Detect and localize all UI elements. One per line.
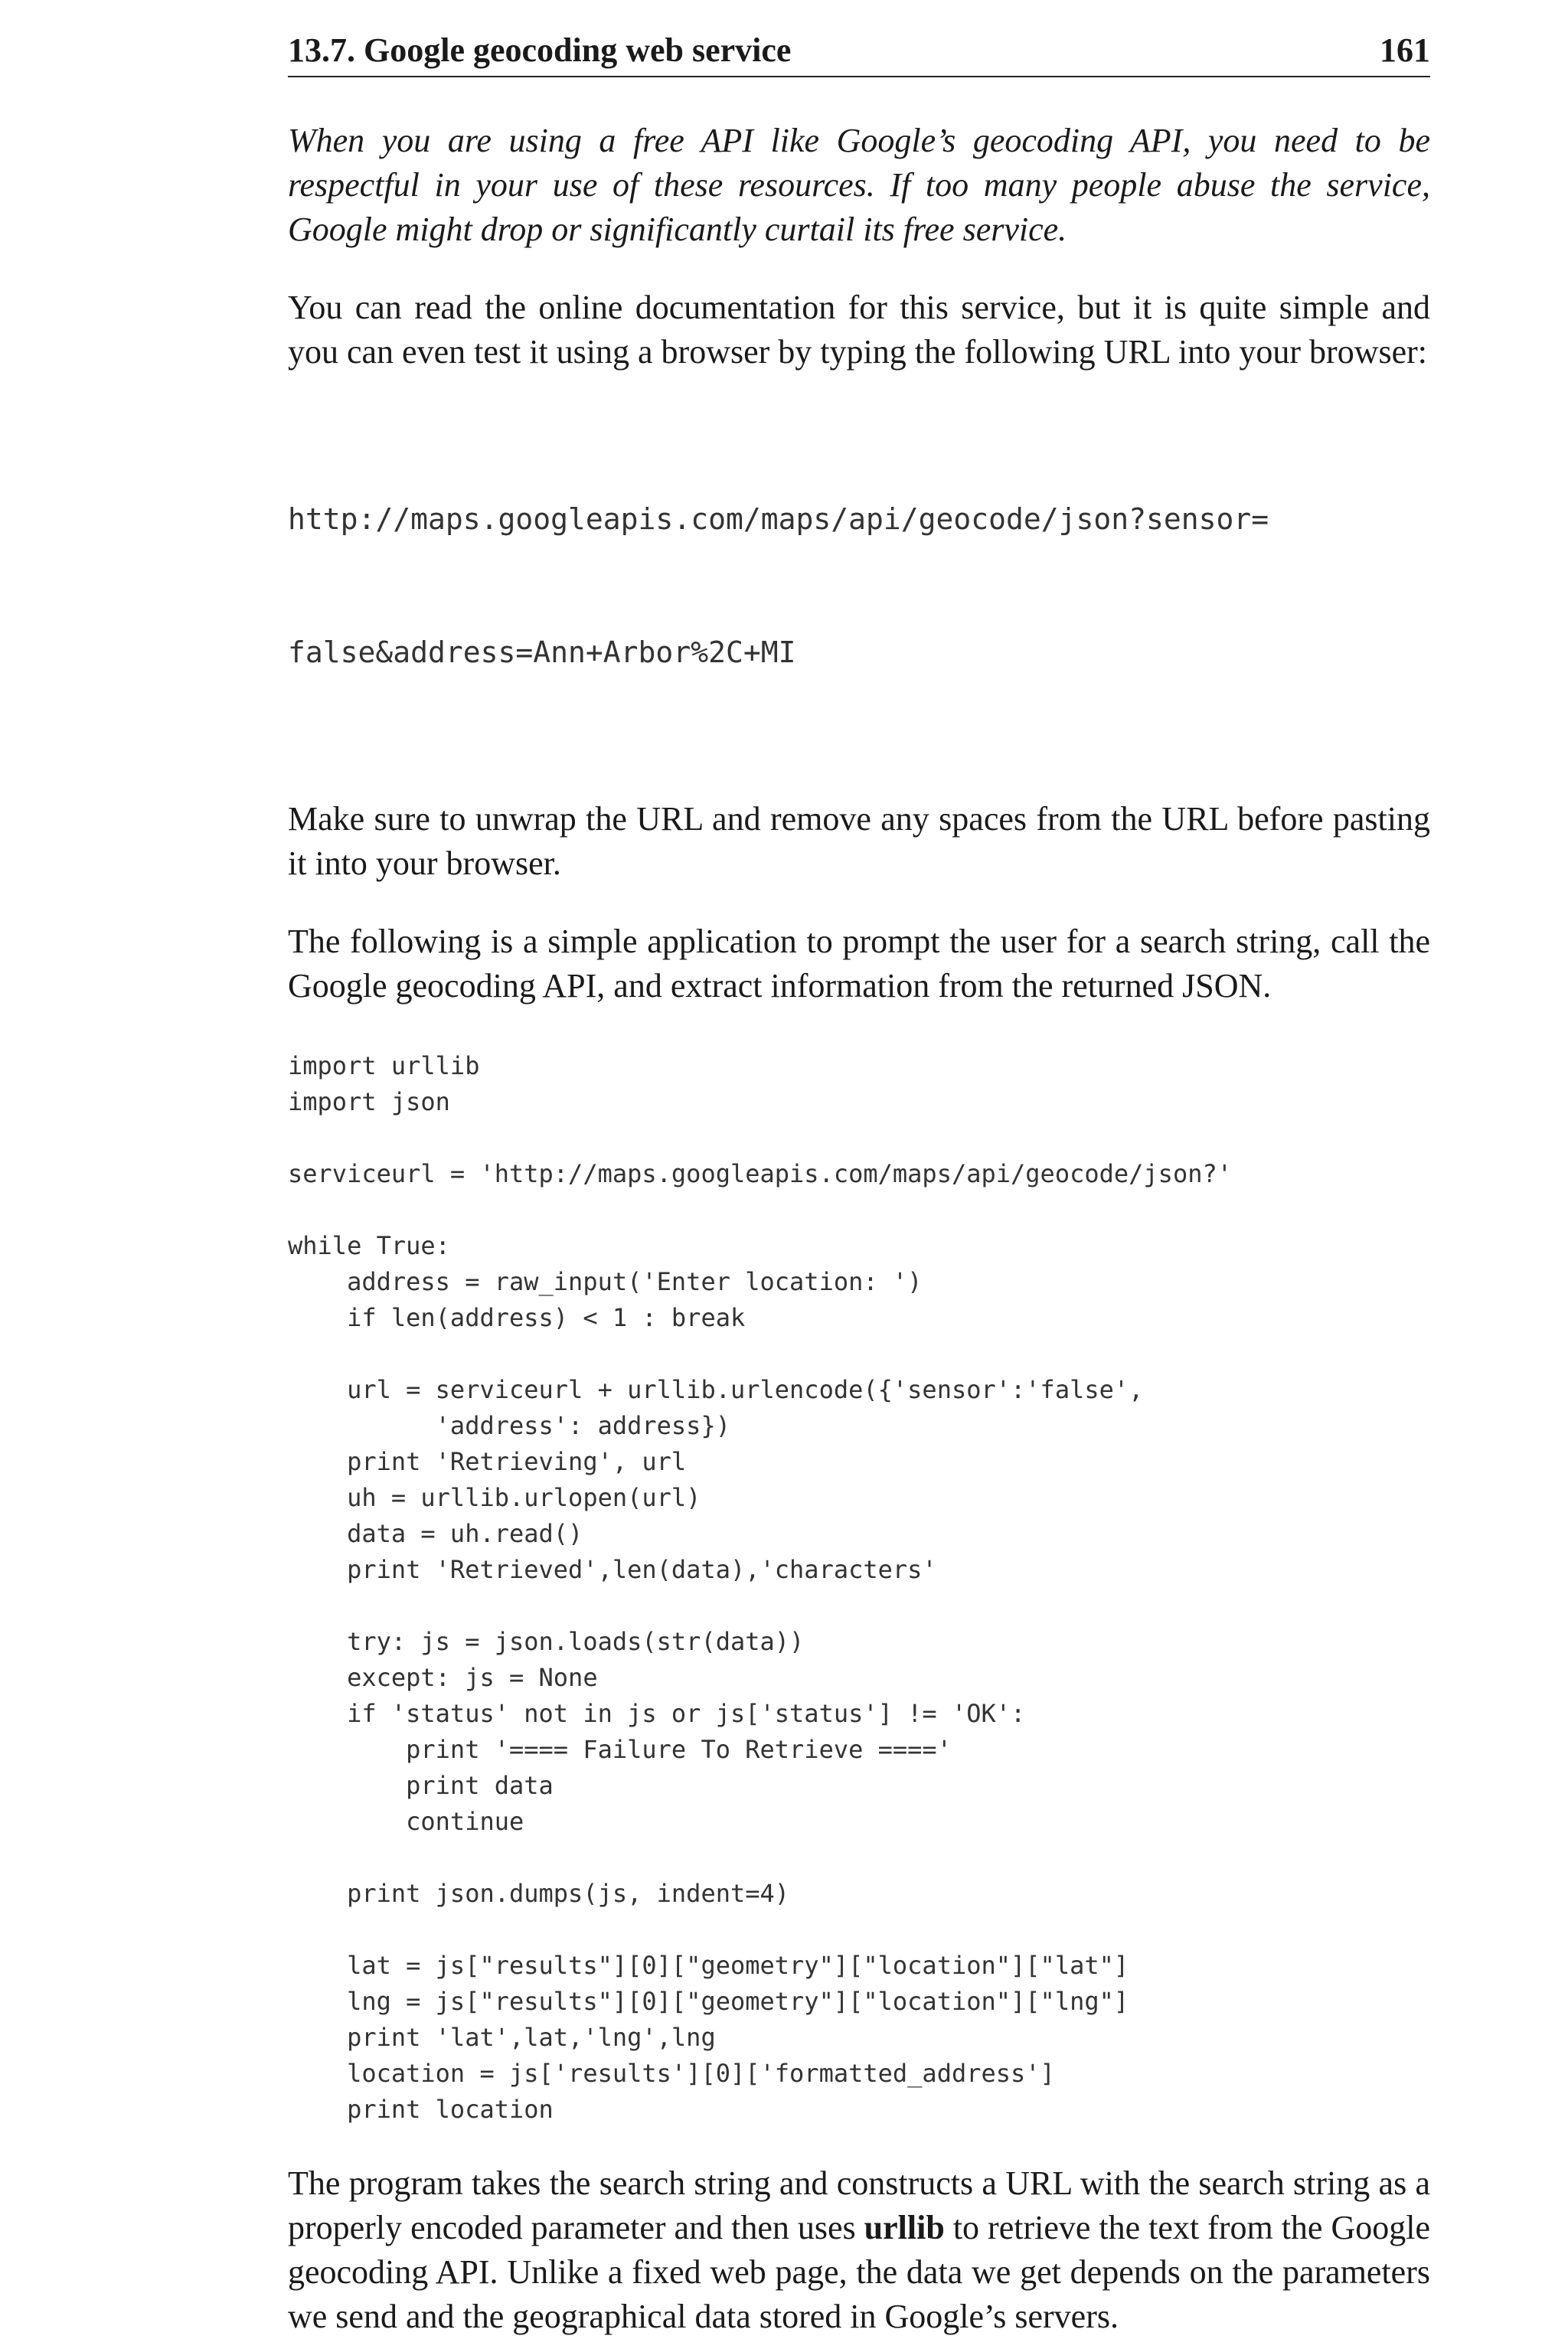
code-line: print 'Retrieved',len(data),'characters' xyxy=(288,1554,937,1584)
code-line: uh = urllib.urlopen(url) xyxy=(288,1482,701,1512)
closing-paragraph xyxy=(288,2161,1430,2339)
closing-text-before: The program takes the search string and constructs a URL with the search string as a properly encoded parameter and then uses xyxy=(288,2164,1430,2246)
code-line: url = serviceurl + urllib.urlencode({'sensor':'false', xyxy=(288,1374,1144,1404)
code-line: address = raw_input('Enter location: ') xyxy=(288,1266,923,1296)
code-line: lng = js["results"][0]["geometry"]["location"]["lng"] xyxy=(288,1986,1129,2016)
page-number: 161 xyxy=(1380,31,1430,69)
unwrap-note-paragraph: Make sure to unwrap the URL and remove any spaces from the URL before pasting it into your browser. xyxy=(288,799,1430,882)
url-line-1: http://maps.googleapis.com/maps/api/geocode/json?sensor= xyxy=(288,501,1269,536)
running-header xyxy=(288,31,1430,77)
code-line: lat = js["results"][0]["geometry"]["location"]["lat"] xyxy=(288,1950,1129,1980)
code-line: continue xyxy=(288,1806,524,1836)
app-intro-paragraph: The following is a simple application to prompt the user for a search string, call the Google geocoding API, and extract information from the returned JSON. xyxy=(288,922,1430,1005)
code-line: print json.dumps(js, indent=4) xyxy=(288,1878,790,1908)
code-line: 'address': address}) xyxy=(288,1410,730,1440)
code-line: except: js = None xyxy=(288,1662,598,1692)
code-line: print '==== Failure To Retrieve ====' xyxy=(288,1734,952,1764)
code-line xyxy=(288,1192,1430,1228)
url-line-2: false&address=Ann+Arbor%2C+MI xyxy=(288,635,796,669)
code-line: data = uh.read() xyxy=(288,1518,583,1548)
url-example xyxy=(288,408,1430,763)
code-line: serviceurl = 'http://maps.googleapis.com/maps/api/geocode/json?' xyxy=(288,1158,1232,1188)
code-line: if 'status' not in js or js['status'] != 'OK': xyxy=(288,1698,1026,1728)
code-line xyxy=(288,1912,1430,1948)
code-line: print 'lat',lat,'lng',lng xyxy=(288,2022,716,2052)
book-page xyxy=(288,31,1430,2339)
code-line xyxy=(288,1336,1430,1372)
closing-text-after: to retrieve the text from the Google geocoding API. Unlike a fixed web page, the data we get depends on the parameters we send and the geographical data stored in Google’s servers. xyxy=(288,2208,1430,2335)
code-line: try: js = json.loads(str(data)) xyxy=(288,1626,805,1656)
code-line: print location xyxy=(288,2094,554,2124)
code-line: import urllib xyxy=(288,1050,480,1080)
section-title: 13.7. Google geocoding web service xyxy=(288,31,792,69)
code-line xyxy=(288,1840,1430,1876)
code-line xyxy=(288,1120,1430,1156)
intro-paragraph: You can read the online documentation for this service, but it is quite simple and you can even test it using a browser by typing the following URL into your browser: xyxy=(288,288,1430,371)
code-line: location = js['results'][0]['formatted_address'] xyxy=(288,2058,1055,2088)
urllib-keyword: urllib xyxy=(864,2208,945,2246)
code-line xyxy=(288,1588,1430,1624)
code-line: import json xyxy=(288,1086,450,1116)
code-line: if len(address) < 1 : break xyxy=(288,1302,746,1332)
code-line: print 'Retrieving', url xyxy=(288,1446,687,1476)
italic-note-paragraph: When you are using a free API like Google’s geocoding API, you need to be respectful in your use of these resources. If too many people abuse the service, Google might drop or significantly curtail its free service. xyxy=(288,121,1430,248)
code-listing xyxy=(288,1048,1430,2128)
code-line: print data xyxy=(288,1770,554,1800)
code-line: while True: xyxy=(288,1230,450,1260)
